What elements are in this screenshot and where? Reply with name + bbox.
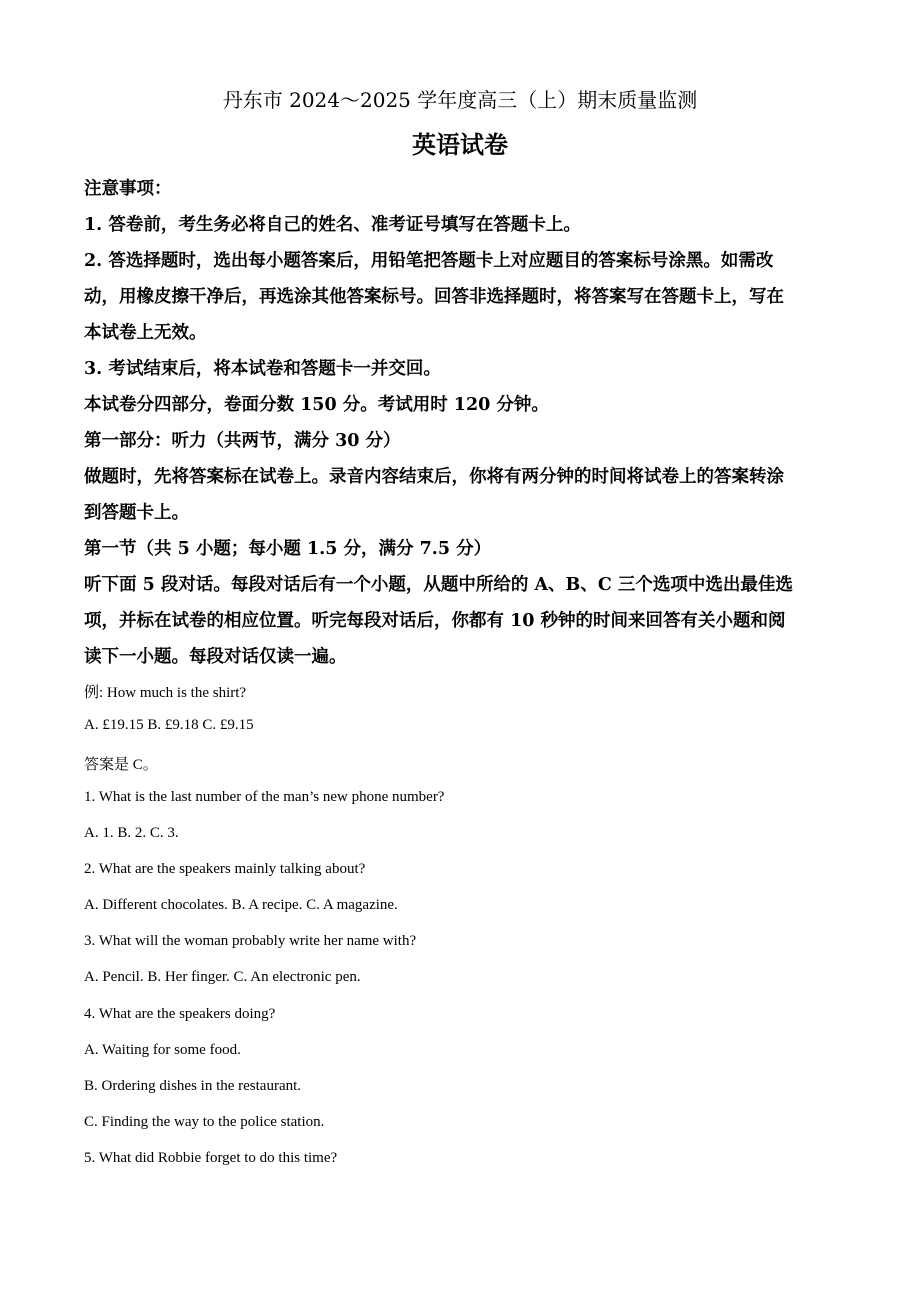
example-answer: 答案是 C。 [84, 757, 158, 773]
notice-item-2-line-3: 本试卷上无效。 [84, 323, 207, 343]
question-1: 1. What is the last number of the man’s new phone number? [84, 789, 445, 805]
notice-heading: 注意事项： [84, 179, 172, 199]
question-3: 3. What will the woman probably write her name with? [84, 933, 417, 949]
question-2: 2. What are the speakers mainly talking about? [84, 861, 366, 877]
section1-instruction-line-3: 读下一小题。每段对话仅读一遍。 [84, 647, 347, 667]
part1-heading: 第一部分：听力（共两节，满分 30 分） [84, 431, 401, 451]
example-options: A. £19.15 B. £9.18 C. £9.15 [84, 717, 254, 733]
question-2-options: A. Different chocolates. B. A recipe. C. A magazine. [84, 897, 398, 913]
notice-item-1: 1. 答卷前，考生务必将自己的姓名、准考证号填写在答题卡上。 [84, 215, 581, 235]
exam-subtitle: 丹东市 2024～2025 学年度高三（上）期末质量监测 [222, 88, 698, 112]
question-1-options: A. 1. B. 2. C. 3. [84, 825, 179, 841]
section1-instruction-line-2: 项，并标在试卷的相应位置。听完每段对话后，你都有 10 秒钟的时间来回答有关小题和阅 [84, 611, 786, 631]
section1-heading: 第一节（共 5 小题；每小题 1.5 分，满分 7.5 分） [84, 539, 492, 559]
exam-title: 英语试卷 [412, 130, 508, 159]
notice-item-3: 3. 考试结束后，将本试卷和答题卡一并交回。 [84, 359, 441, 379]
part1-instruction-line-1: 做题时，先将答案标在试卷上。录音内容结束后，你将有两分钟的时间将试卷上的答案转涂 [84, 467, 784, 487]
example-question: 例: How much is the shirt? [84, 685, 247, 701]
question-4-option-b: B. Ordering dishes in the restaurant. [84, 1078, 302, 1094]
notice-item-2-line-1: 2. 答选择题时，选出每小题答案后，用铅笔把答题卡上对应题目的答案标号涂黑。如需改 [84, 251, 774, 271]
section1-instruction-line-1: 听下面 5 段对话。每段对话后有一个小题，从题中所给的 A、B、C 三个选项中选出最佳选 [84, 575, 793, 595]
question-5: 5. What did Robbie forget to do this time? [84, 1150, 338, 1166]
question-4-option-a: A. Waiting for some food. [84, 1042, 241, 1058]
question-3-options: A. Pencil. B. Her finger. C. An electronic pen. [84, 969, 361, 985]
question-4-option-c: C. Finding the way to the police station. [84, 1114, 325, 1130]
question-4: 4. What are the speakers doing? [84, 1006, 276, 1022]
part1-instruction-line-2: 到答题卡上。 [84, 503, 189, 523]
notice-item-2-line-2: 动，用橡皮擦干净后，再选涂其他答案标号。回答非选择题时，将答案写在答题卡上，写在 [84, 287, 784, 307]
exam-summary: 本试卷分四部分，卷面分数 150 分。考试用时 120 分钟。 [84, 395, 549, 415]
